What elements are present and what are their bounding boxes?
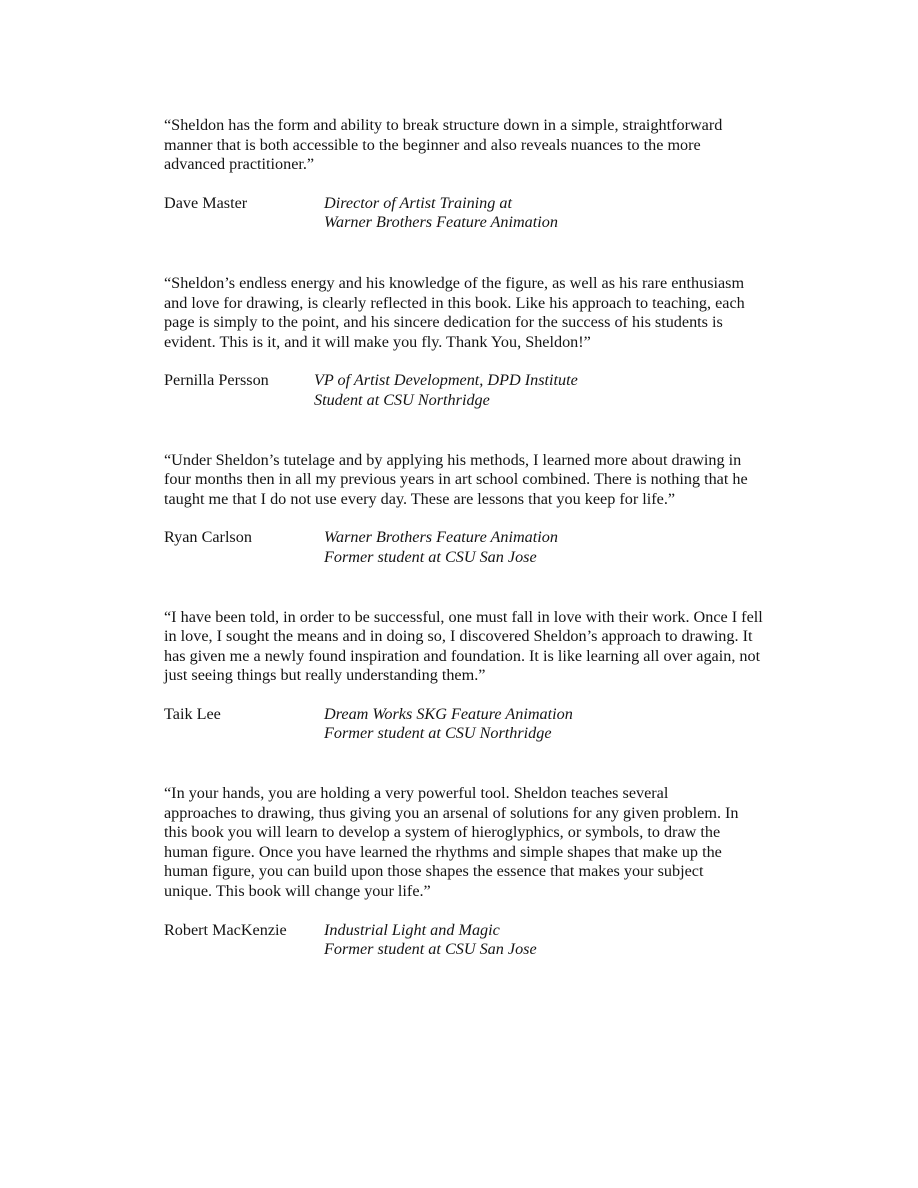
testimonial-author-role-line: Industrial Light and Magic [324,920,500,939]
testimonial-attribution [164,194,736,233]
testimonial-quote: “Sheldon has the form and ability to break structure down in a simple, straightforward manner that is both accessible to the beginner and also reveals nuances to the more advanced practitioner.” [164,116,723,174]
testimonial-author-role-line: Warner Brothers Feature Animation [324,213,558,232]
testimonial-author-role-line: Warner Brothers Feature Animation [324,528,558,547]
testimonial-author-role-line: Dream Works SKG Feature Animation [324,704,573,723]
testimonial-quote: “Sheldon’s endless energy and his knowledge of the figure, as well as his rare enthusiasm and love for drawing, is clearly reflected in this book. Like his approach to teaching, each page is simply to the point, and his sincere dedication for the success of his students is evident. This is it, and it will make you fly. Thank You, Sheldon!” [164,273,745,351]
testimonial-attribution [164,921,742,960]
testimonial-author-role-line: Former student at CSU San Jose [324,940,537,959]
testimonial-author-name: Pernilla Persson [164,371,269,390]
testimonial-attribution [164,528,748,567]
testimonial-author-roles [324,528,558,567]
testimonial-author-roles [324,921,537,960]
testimonial-author-role-line: Former student at CSU San Jose [324,547,537,566]
testimonial-author-name: Robert MacKenzie [164,920,287,939]
testimonial-author-role-line: Director of Artist Training at [324,193,512,212]
testimonial-author-role-line: Former student at CSU Northridge [324,724,552,743]
testimonial-quote: “Under Sheldon’s tutelage and by applying his methods, I learned more about drawing in four months then in all my previous years in art school combined. There is nothing that he taught me that I do not use every day. These are lessons that you keep for life.” [164,450,748,508]
testimonial-4 [164,608,764,745]
testimonials-page [164,116,764,960]
testimonial-1 [164,116,736,233]
testimonial-3 [164,451,748,568]
testimonial-5 [164,784,742,960]
testimonial-author-role-line: VP of Artist Development, DPD Institute [314,371,578,390]
testimonial-quote: “I have been told, in order to be successful, one must fall in love with their work. Once I fell in love, I sought the means and in doing so, I discovered Sheldon’s approach to drawing. It has given me a newly found inspiration and foundation. It is like learning all over again, not just seeing things but really understanding them.” [164,607,763,685]
testimonial-attribution [164,705,764,744]
testimonial-author-name: Taik Lee [164,704,221,723]
testimonial-attribution [164,371,750,410]
testimonial-author-role-line: Student at CSU Northridge [314,390,490,409]
testimonial-author-roles [324,194,558,233]
testimonial-author-name: Ryan Carlson [164,528,252,547]
testimonial-author-roles [314,371,578,410]
testimonial-author-name: Dave Master [164,193,248,212]
testimonial-2 [164,274,750,411]
testimonial-quote: “In your hands, you are holding a very powerful tool. Sheldon teaches several approaches to drawing, thus giving you an arsenal of solutions for any given problem. In this book you will learn to develop a system of hieroglyphics, or symbols, to draw the human figure. Once you have learned the rhythms and simple shapes that make up the human figure, you can build upon those shapes the essence that makes your subject unique. This book will change your life.” [164,784,739,901]
testimonial-author-roles [324,705,573,744]
